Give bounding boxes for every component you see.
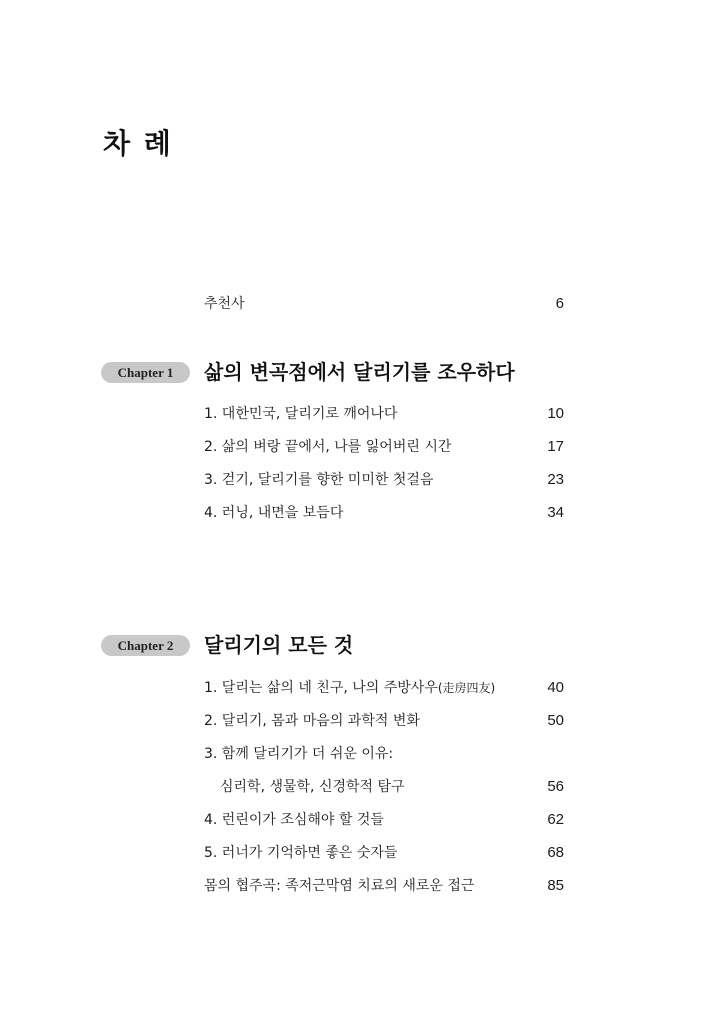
chapter-2-title[interactable]: 달리기의 모든 것: [204, 633, 354, 657]
entry-page: 23: [547, 471, 564, 488]
entry-title: 4. 러닝, 내면을 보듬다: [204, 505, 344, 521]
entry-page: 10: [547, 405, 564, 422]
toc-entry[interactable]: [204, 501, 564, 525]
chapter-2-badge: Chapter 2: [101, 635, 190, 656]
toc-entry[interactable]: [204, 402, 564, 426]
chapter-1-title[interactable]: 삶의 변곡점에서 달리기를 조우하다: [204, 360, 515, 384]
toc-entry-appendix[interactable]: [204, 874, 564, 898]
entry-title-hanja: (走房四友): [437, 681, 496, 695]
toc-entry[interactable]: [204, 808, 564, 832]
toc-entry[interactable]: [204, 468, 564, 492]
toc-entry[interactable]: [204, 742, 564, 766]
entry-title-text: 1. 달리는 삶의 네 친구, 나의 주방사우: [204, 680, 438, 696]
entry-title: 1. 대한민국, 달리기로 깨어나다: [204, 406, 398, 422]
entry-page: 50: [547, 712, 564, 729]
entry-page: 17: [547, 438, 564, 455]
toc-entry-continuation[interactable]: [204, 775, 564, 799]
chapter-1-badge: Chapter 1: [101, 362, 190, 383]
entry-title-continuation: 심리학, 생물학, 신경학적 탐구: [220, 779, 405, 795]
toc-entry[interactable]: [204, 435, 564, 459]
entry-page: 34: [547, 504, 564, 521]
entry-title: 3. 걷기, 달리기를 향한 미미한 첫걸음: [204, 472, 434, 488]
toc-entry-preface[interactable]: [204, 292, 564, 316]
entry-title: 몸의 협주곡: 족저근막염 치료의 새로운 접근: [204, 878, 475, 894]
entry-title: 5. 러너가 기억하면 좋은 숫자들: [204, 845, 398, 861]
entry-page: 68: [547, 844, 564, 861]
entry-title: 추천사: [204, 296, 245, 312]
entry-page: 40: [547, 679, 564, 696]
entry-page: 85: [547, 877, 564, 894]
entry-title: [204, 676, 495, 700]
toc-entry[interactable]: [204, 676, 564, 700]
entry-page: 62: [547, 811, 564, 828]
toc-title: 차 례: [103, 127, 173, 160]
entry-page: 56: [547, 778, 564, 795]
toc-entry[interactable]: [204, 841, 564, 865]
entry-page: 6: [555, 295, 564, 312]
entry-title: 3. 함께 달리기가 더 쉬운 이유:: [204, 746, 394, 762]
entry-title: 2. 달리기, 몸과 마음의 과학적 변화: [204, 713, 420, 729]
toc-entry[interactable]: [204, 709, 564, 733]
entry-title: 2. 삶의 벼랑 끝에서, 나를 잃어버린 시간: [204, 439, 452, 455]
entry-title: 4. 런린이가 조심해야 할 것들: [204, 812, 384, 828]
